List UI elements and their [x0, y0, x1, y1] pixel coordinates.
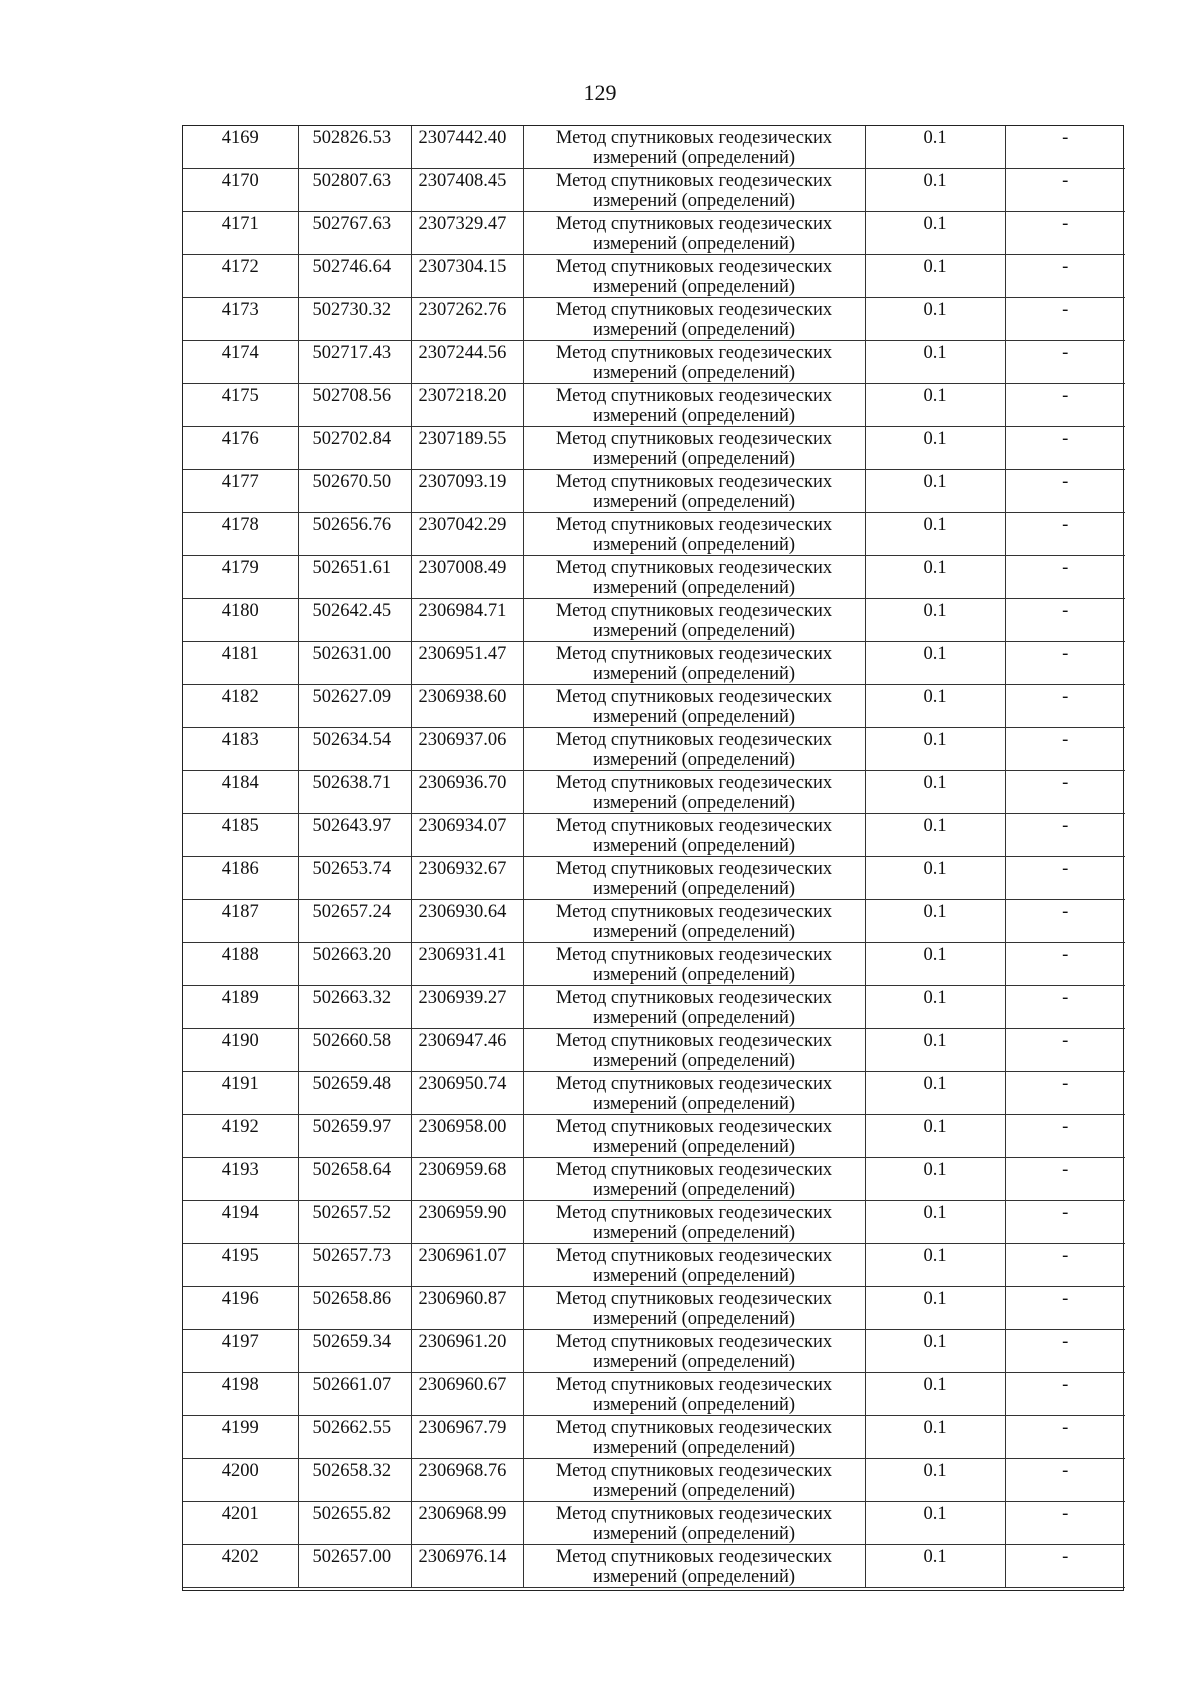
method-cell: Метод спутниковых геодезических измерений (определений) [523, 728, 865, 771]
note-cell: - [1005, 1502, 1125, 1545]
note-cell: - [1005, 1330, 1125, 1373]
method-cell: Метод спутниковых геодезических измерений (определений) [523, 900, 865, 943]
accuracy-cell: 0.1 [865, 642, 1005, 685]
accuracy-cell: 0.1 [865, 1287, 1005, 1330]
table-row [183, 169, 1125, 212]
note-cell: - [1005, 384, 1125, 427]
note-cell: - [1005, 728, 1125, 771]
table-row [183, 1373, 1125, 1416]
accuracy-cell: 0.1 [865, 126, 1005, 169]
point-number-cell: 4173 [183, 298, 298, 341]
note-cell: - [1005, 1459, 1125, 1502]
point-number-cell: 4193 [183, 1158, 298, 1201]
accuracy-cell: 0.1 [865, 986, 1005, 1029]
x-coordinate-cell: 502717.43 [298, 341, 411, 384]
y-coordinate-cell: 2306932.67 [411, 857, 523, 900]
accuracy-cell: 0.1 [865, 427, 1005, 470]
table-row [183, 341, 1125, 384]
page-number: 129 [583, 80, 617, 105]
accuracy-cell: 0.1 [865, 255, 1005, 298]
x-coordinate-cell: 502634.54 [298, 728, 411, 771]
y-coordinate-cell: 2307262.76 [411, 298, 523, 341]
point-number-cell: 4176 [183, 427, 298, 470]
y-coordinate-cell: 2306934.07 [411, 814, 523, 857]
x-coordinate-cell: 502657.24 [298, 900, 411, 943]
y-coordinate-cell: 2307093.19 [411, 470, 523, 513]
table-row [183, 1158, 1125, 1201]
table-row [183, 814, 1125, 857]
method-cell: Метод спутниковых геодезических измерений (определений) [523, 1115, 865, 1158]
method-cell: Метод спутниковых геодезических измерений (определений) [523, 384, 865, 427]
note-cell: - [1005, 1244, 1125, 1287]
x-coordinate-cell: 502659.48 [298, 1072, 411, 1115]
y-coordinate-cell: 2307244.56 [411, 341, 523, 384]
point-number-cell: 4171 [183, 212, 298, 255]
table-row [183, 728, 1125, 771]
accuracy-cell: 0.1 [865, 943, 1005, 986]
note-cell: - [1005, 1072, 1125, 1115]
y-coordinate-cell: 2306968.99 [411, 1502, 523, 1545]
table-row [183, 1287, 1125, 1330]
point-number-cell: 4202 [183, 1545, 298, 1588]
note-cell: - [1005, 943, 1125, 986]
accuracy-cell: 0.1 [865, 1115, 1005, 1158]
point-number-cell: 4174 [183, 341, 298, 384]
y-coordinate-cell: 2306959.68 [411, 1158, 523, 1201]
note-cell: - [1005, 255, 1125, 298]
method-cell: Метод спутниковых геодезических измерений (определений) [523, 1029, 865, 1072]
x-coordinate-cell: 502826.53 [298, 126, 411, 169]
note-cell: - [1005, 1545, 1125, 1588]
point-number-cell: 4178 [183, 513, 298, 556]
method-cell: Метод спутниковых геодезических измерений (определений) [523, 1459, 865, 1502]
note-cell: - [1005, 1029, 1125, 1072]
y-coordinate-cell: 2306937.06 [411, 728, 523, 771]
point-number-cell: 4188 [183, 943, 298, 986]
x-coordinate-cell: 502657.52 [298, 1201, 411, 1244]
table-row [183, 1244, 1125, 1287]
note-cell: - [1005, 212, 1125, 255]
note-cell: - [1005, 599, 1125, 642]
note-cell: - [1005, 427, 1125, 470]
accuracy-cell: 0.1 [865, 814, 1005, 857]
method-cell: Метод спутниковых геодезических измерений (определений) [523, 470, 865, 513]
point-number-cell: 4200 [183, 1459, 298, 1502]
table-row [183, 986, 1125, 1029]
y-coordinate-cell: 2306976.14 [411, 1545, 523, 1588]
table-row [183, 513, 1125, 556]
accuracy-cell: 0.1 [865, 1416, 1005, 1459]
x-coordinate-cell: 502730.32 [298, 298, 411, 341]
accuracy-cell: 0.1 [865, 384, 1005, 427]
point-number-cell: 4201 [183, 1502, 298, 1545]
method-cell: Метод спутниковых геодезических измерений (определений) [523, 1545, 865, 1588]
x-coordinate-cell: 502656.76 [298, 513, 411, 556]
point-number-cell: 4197 [183, 1330, 298, 1373]
note-cell: - [1005, 1416, 1125, 1459]
point-number-cell: 4180 [183, 599, 298, 642]
y-coordinate-cell: 2306951.47 [411, 642, 523, 685]
x-coordinate-cell: 502663.20 [298, 943, 411, 986]
table-row [183, 642, 1125, 685]
y-coordinate-cell: 2306938.60 [411, 685, 523, 728]
note-cell: - [1005, 298, 1125, 341]
table-row [183, 1201, 1125, 1244]
note-cell: - [1005, 771, 1125, 814]
accuracy-cell: 0.1 [865, 298, 1005, 341]
y-coordinate-cell: 2306959.90 [411, 1201, 523, 1244]
method-cell: Метод спутниковых геодезических измерений (определений) [523, 599, 865, 642]
x-coordinate-cell: 502660.58 [298, 1029, 411, 1072]
y-coordinate-cell: 2307218.20 [411, 384, 523, 427]
y-coordinate-cell: 2306958.00 [411, 1115, 523, 1158]
point-number-cell: 4181 [183, 642, 298, 685]
x-coordinate-cell: 502661.07 [298, 1373, 411, 1416]
method-cell: Метод спутниковых геодезических измерений (определений) [523, 685, 865, 728]
method-cell: Метод спутниковых геодезических измерений (определений) [523, 771, 865, 814]
x-coordinate-cell: 502631.00 [298, 642, 411, 685]
accuracy-cell: 0.1 [865, 212, 1005, 255]
method-cell: Метод спутниковых геодезических измерений (определений) [523, 212, 865, 255]
x-coordinate-cell: 502807.63 [298, 169, 411, 212]
note-cell: - [1005, 513, 1125, 556]
y-coordinate-cell: 2306968.76 [411, 1459, 523, 1502]
x-coordinate-cell: 502708.56 [298, 384, 411, 427]
accuracy-cell: 0.1 [865, 1029, 1005, 1072]
point-number-cell: 4183 [183, 728, 298, 771]
accuracy-cell: 0.1 [865, 1373, 1005, 1416]
x-coordinate-cell: 502657.73 [298, 1244, 411, 1287]
method-cell: Метод спутниковых геодезических измерений (определений) [523, 814, 865, 857]
table-row [183, 298, 1125, 341]
x-coordinate-cell: 502653.74 [298, 857, 411, 900]
method-cell: Метод спутниковых геодезических измерений (определений) [523, 642, 865, 685]
method-cell: Метод спутниковых геодезических измерений (определений) [523, 255, 865, 298]
method-cell: Метод спутниковых геодезических измерений (определений) [523, 556, 865, 599]
method-cell: Метод спутниковых геодезических измерений (определений) [523, 1287, 865, 1330]
table-row [183, 1072, 1125, 1115]
table-row [183, 255, 1125, 298]
x-coordinate-cell: 502662.55 [298, 1416, 411, 1459]
method-cell: Метод спутниковых геодезических измерений (определений) [523, 169, 865, 212]
method-cell: Метод спутниковых геодезических измерений (определений) [523, 1201, 865, 1244]
x-coordinate-cell: 502638.71 [298, 771, 411, 814]
y-coordinate-cell: 2306960.67 [411, 1373, 523, 1416]
accuracy-cell: 0.1 [865, 513, 1005, 556]
accuracy-cell: 0.1 [865, 1330, 1005, 1373]
y-coordinate-cell: 2307189.55 [411, 427, 523, 470]
table-row [183, 427, 1125, 470]
point-number-cell: 4190 [183, 1029, 298, 1072]
note-cell: - [1005, 685, 1125, 728]
table-row [183, 1029, 1125, 1072]
y-coordinate-cell: 2307008.49 [411, 556, 523, 599]
note-cell: - [1005, 1373, 1125, 1416]
accuracy-cell: 0.1 [865, 341, 1005, 384]
y-coordinate-cell: 2306947.46 [411, 1029, 523, 1072]
accuracy-cell: 0.1 [865, 599, 1005, 642]
point-number-cell: 4199 [183, 1416, 298, 1459]
method-cell: Метод спутниковых геодезических измерений (определений) [523, 298, 865, 341]
x-coordinate-cell: 502655.82 [298, 1502, 411, 1545]
x-coordinate-cell: 502651.61 [298, 556, 411, 599]
note-cell: - [1005, 169, 1125, 212]
table-row [183, 1416, 1125, 1459]
method-cell: Метод спутниковых геодезических измерений (определений) [523, 427, 865, 470]
point-number-cell: 4175 [183, 384, 298, 427]
method-cell: Метод спутниковых геодезических измерений (определений) [523, 1072, 865, 1115]
y-coordinate-cell: 2306930.64 [411, 900, 523, 943]
note-cell: - [1005, 470, 1125, 513]
accuracy-cell: 0.1 [865, 169, 1005, 212]
y-coordinate-cell: 2306950.74 [411, 1072, 523, 1115]
y-coordinate-cell: 2307442.40 [411, 126, 523, 169]
accuracy-cell: 0.1 [865, 1502, 1005, 1545]
table-row [183, 857, 1125, 900]
accuracy-cell: 0.1 [865, 685, 1005, 728]
x-coordinate-cell: 502659.34 [298, 1330, 411, 1373]
y-coordinate-cell: 2307408.45 [411, 169, 523, 212]
coordinates-table-frame [182, 125, 1124, 1591]
y-coordinate-cell: 2306936.70 [411, 771, 523, 814]
point-number-cell: 4191 [183, 1072, 298, 1115]
x-coordinate-cell: 502658.86 [298, 1287, 411, 1330]
accuracy-cell: 0.1 [865, 556, 1005, 599]
table-row [183, 1502, 1125, 1545]
x-coordinate-cell: 502663.32 [298, 986, 411, 1029]
accuracy-cell: 0.1 [865, 1072, 1005, 1115]
x-coordinate-cell: 502642.45 [298, 599, 411, 642]
note-cell: - [1005, 126, 1125, 169]
y-coordinate-cell: 2306961.20 [411, 1330, 523, 1373]
method-cell: Метод спутниковых геодезических измерений (определений) [523, 1244, 865, 1287]
note-cell: - [1005, 1115, 1125, 1158]
method-cell: Метод спутниковых геодезических измерений (определений) [523, 513, 865, 556]
table-row [183, 771, 1125, 814]
note-cell: - [1005, 986, 1125, 1029]
y-coordinate-cell: 2306960.87 [411, 1287, 523, 1330]
point-number-cell: 4182 [183, 685, 298, 728]
point-number-cell: 4169 [183, 126, 298, 169]
x-coordinate-cell: 502702.84 [298, 427, 411, 470]
point-number-cell: 4184 [183, 771, 298, 814]
y-coordinate-cell: 2307329.47 [411, 212, 523, 255]
x-coordinate-cell: 502767.63 [298, 212, 411, 255]
accuracy-cell: 0.1 [865, 1459, 1005, 1502]
accuracy-cell: 0.1 [865, 771, 1005, 814]
accuracy-cell: 0.1 [865, 900, 1005, 943]
point-number-cell: 4186 [183, 857, 298, 900]
y-coordinate-cell: 2307304.15 [411, 255, 523, 298]
point-number-cell: 4172 [183, 255, 298, 298]
accuracy-cell: 0.1 [865, 857, 1005, 900]
note-cell: - [1005, 900, 1125, 943]
method-cell: Метод спутниковых геодезических измерений (определений) [523, 1373, 865, 1416]
method-cell: Метод спутниковых геодезических измерений (определений) [523, 126, 865, 169]
table-row [183, 1459, 1125, 1502]
x-coordinate-cell: 502643.97 [298, 814, 411, 857]
coordinates-table [183, 126, 1125, 1588]
note-cell: - [1005, 341, 1125, 384]
y-coordinate-cell: 2306961.07 [411, 1244, 523, 1287]
point-number-cell: 4177 [183, 470, 298, 513]
table-row [183, 384, 1125, 427]
note-cell: - [1005, 1158, 1125, 1201]
y-coordinate-cell: 2306931.41 [411, 943, 523, 986]
point-number-cell: 4195 [183, 1244, 298, 1287]
method-cell: Метод спутниковых геодезических измерений (определений) [523, 1416, 865, 1459]
method-cell: Метод спутниковых геодезических измерений (определений) [523, 341, 865, 384]
note-cell: - [1005, 814, 1125, 857]
point-number-cell: 4196 [183, 1287, 298, 1330]
point-number-cell: 4170 [183, 169, 298, 212]
x-coordinate-cell: 502670.50 [298, 470, 411, 513]
y-coordinate-cell: 2307042.29 [411, 513, 523, 556]
point-number-cell: 4194 [183, 1201, 298, 1244]
x-coordinate-cell: 502658.64 [298, 1158, 411, 1201]
table-row [183, 599, 1125, 642]
note-cell: - [1005, 642, 1125, 685]
method-cell: Метод спутниковых геодезических измерений (определений) [523, 943, 865, 986]
table-row [183, 212, 1125, 255]
y-coordinate-cell: 2306939.27 [411, 986, 523, 1029]
table-row [183, 900, 1125, 943]
x-coordinate-cell: 502627.09 [298, 685, 411, 728]
note-cell: - [1005, 1287, 1125, 1330]
accuracy-cell: 0.1 [865, 470, 1005, 513]
method-cell: Метод спутниковых геодезических измерений (определений) [523, 1158, 865, 1201]
point-number-cell: 4189 [183, 986, 298, 1029]
table-row [183, 685, 1125, 728]
point-number-cell: 4185 [183, 814, 298, 857]
x-coordinate-cell: 502659.97 [298, 1115, 411, 1158]
point-number-cell: 4192 [183, 1115, 298, 1158]
method-cell: Метод спутниковых геодезических измерений (определений) [523, 1502, 865, 1545]
table-row [183, 943, 1125, 986]
accuracy-cell: 0.1 [865, 728, 1005, 771]
table-row [183, 1330, 1125, 1373]
method-cell: Метод спутниковых геодезических измерений (определений) [523, 986, 865, 1029]
x-coordinate-cell: 502658.32 [298, 1459, 411, 1502]
table-row [183, 126, 1125, 169]
note-cell: - [1005, 1201, 1125, 1244]
y-coordinate-cell: 2306967.79 [411, 1416, 523, 1459]
note-cell: - [1005, 556, 1125, 599]
x-coordinate-cell: 502746.64 [298, 255, 411, 298]
table-row [183, 1115, 1125, 1158]
y-coordinate-cell: 2306984.71 [411, 599, 523, 642]
point-number-cell: 4187 [183, 900, 298, 943]
x-coordinate-cell: 502657.00 [298, 1545, 411, 1588]
table-body [183, 126, 1125, 1588]
accuracy-cell: 0.1 [865, 1545, 1005, 1588]
note-cell: - [1005, 857, 1125, 900]
table-row [183, 1545, 1125, 1588]
method-cell: Метод спутниковых геодезических измерений (определений) [523, 1330, 865, 1373]
table-row [183, 556, 1125, 599]
accuracy-cell: 0.1 [865, 1158, 1005, 1201]
method-cell: Метод спутниковых геодезических измерений (определений) [523, 857, 865, 900]
point-number-cell: 4179 [183, 556, 298, 599]
table-row [183, 470, 1125, 513]
point-number-cell: 4198 [183, 1373, 298, 1416]
accuracy-cell: 0.1 [865, 1244, 1005, 1287]
accuracy-cell: 0.1 [865, 1201, 1005, 1244]
